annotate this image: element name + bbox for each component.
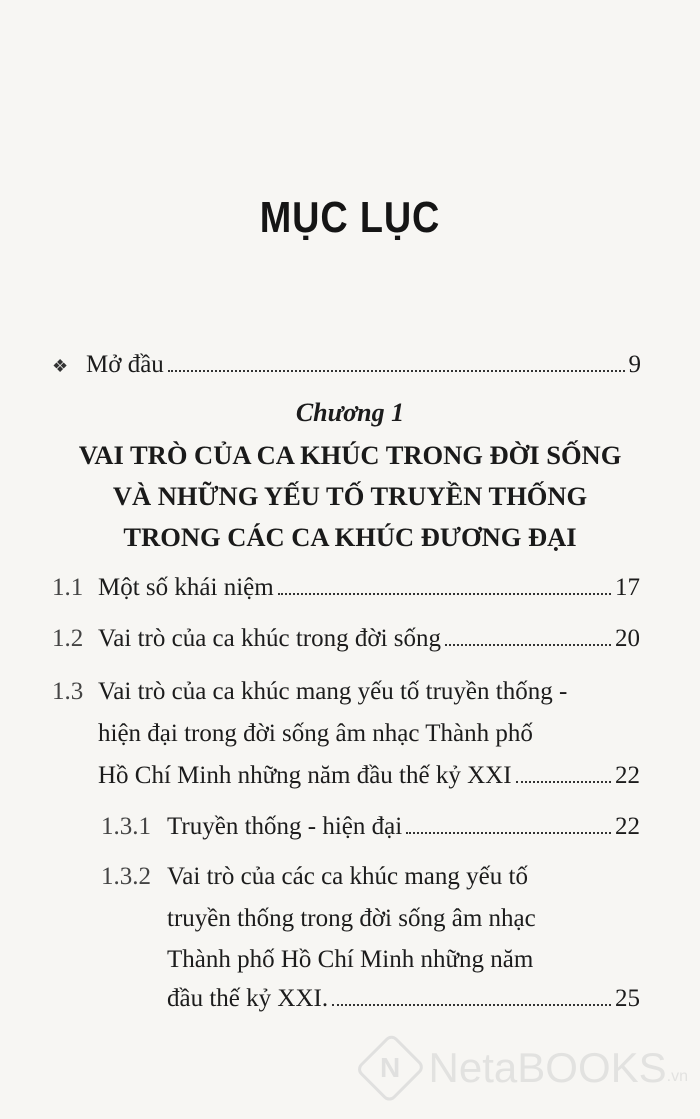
toc-entry-label-line: Vai trò của các ca khúc mang yếu tố: [167, 863, 528, 890]
toc-entry-label-line: Thành phố Hồ Chí Minh những năm: [167, 946, 534, 973]
leader-dots: [168, 368, 625, 372]
toc-entry-page: 9: [628, 351, 641, 378]
toc-entry-page: 22: [615, 813, 640, 840]
toc-entry-label: Vai trò của ca khúc trong đời sống: [98, 625, 441, 652]
leader-dots: [445, 642, 611, 646]
toc-entry-page: 22: [615, 762, 640, 789]
netabooks-logo-icon: N: [355, 1032, 426, 1103]
leader-dots: [406, 830, 611, 834]
toc-entry-label-line: truyền thống trong đời sống âm nhạc: [167, 905, 536, 932]
toc-entry-page: 20: [615, 625, 640, 652]
toc-entry-number: 1.2: [52, 625, 84, 652]
toc-entry-label-line: hiện đại trong đời sống âm nhạc Thành phố: [98, 720, 533, 747]
toc-entry-1-3-2: [167, 984, 640, 1014]
netabooks-watermark: [358, 1038, 688, 1098]
toc-entry-page: 25: [615, 985, 640, 1012]
toc-entry-1-2: [52, 624, 640, 654]
leader-dots: [278, 591, 611, 595]
watermark-text: NetaBOOKS: [428, 1044, 667, 1091]
toc-entry-1-3: [98, 761, 640, 791]
toc-entry-number: 1.3.2: [101, 863, 151, 890]
toc-entry-number: 1.3.1: [101, 813, 151, 840]
toc-entry-label-line: Vai trò của ca khúc mang yếu tố truyền thống -: [98, 678, 568, 705]
toc-entry-label: Một số khái niệm: [98, 574, 274, 601]
toc-entry-label: Mở đầu: [86, 351, 164, 378]
toc-entry-label: Truyền thống - hiện đại: [167, 813, 403, 840]
toc-entry-page: 17: [615, 574, 640, 601]
watermark-suffix: .vn: [666, 1068, 688, 1085]
toc-entry-1-1: [52, 573, 640, 603]
toc-entry-number: 1.1: [52, 574, 84, 601]
chapter-title-line: VAI TRÒ CỦA CA KHÚC TRONG ĐỜI SỐNG: [78, 440, 622, 470]
chapter-label: Chương 1: [295, 398, 405, 427]
leader-dots: [332, 1002, 611, 1006]
chapter-title-line: VÀ NHỮNG YẾU TỐ TRUYỀN THỐNG: [112, 481, 588, 511]
leader-dots: [516, 779, 611, 783]
toc-entry-number: 1.3: [52, 678, 84, 705]
page-title: MỤC LỤC: [259, 193, 441, 242]
toc-entry-label-line: đầu thế kỷ XXI.: [167, 985, 329, 1012]
chapter-title-line: TRONG CÁC CA KHÚC ĐƯƠNG ĐẠI: [123, 522, 577, 552]
diamond-bullet-icon: ❖: [52, 356, 69, 376]
toc-entry-label-line: Hồ Chí Minh những năm đầu thế kỷ XXI: [98, 762, 512, 789]
toc-entry-intro: [86, 350, 641, 380]
toc-entry-1-3-1: [101, 812, 640, 842]
